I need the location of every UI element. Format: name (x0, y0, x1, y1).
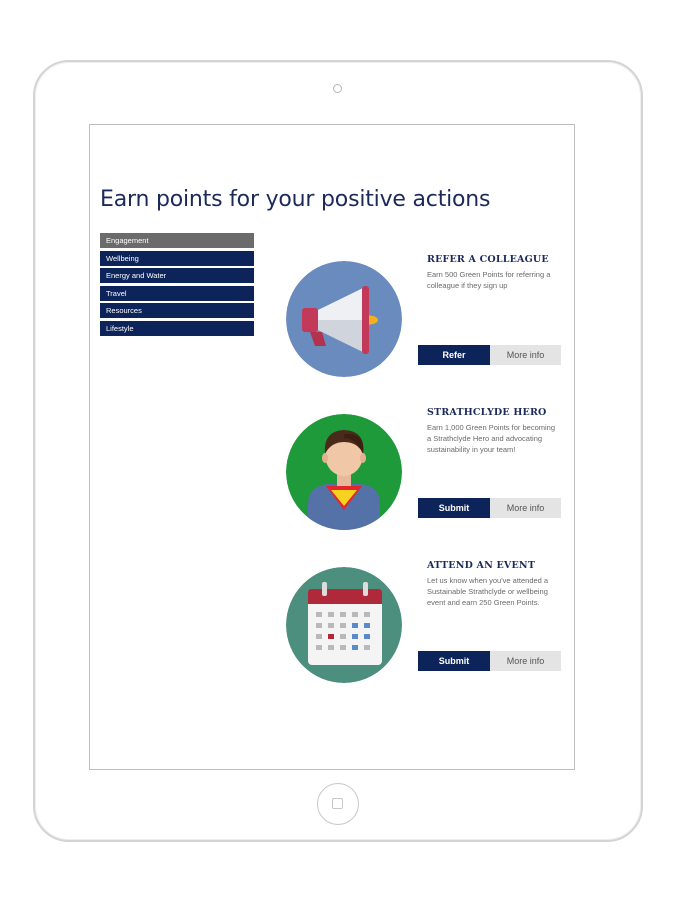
refer-button[interactable]: Refer (418, 345, 490, 365)
more-info-button[interactable]: More info (490, 498, 561, 518)
action-buttons (418, 498, 561, 518)
superhero-icon (286, 414, 402, 530)
screen (89, 124, 575, 770)
action-title: ATTEND AN EVENT (427, 560, 536, 571)
action-buttons (418, 345, 561, 365)
action-description: Let us know when you've attended a Sustainable Strathclyde or wellbeing event and earn 250 Green Points. (427, 576, 549, 607)
action-buttons (418, 651, 561, 671)
sidebar-item-lifestyle[interactable]: Lifestyle (100, 321, 254, 336)
sidebar-item-resources[interactable]: Resources (100, 303, 254, 318)
action-card-refer (286, 254, 575, 374)
action-card-hero (286, 407, 575, 527)
home-button[interactable] (317, 783, 359, 825)
sidebar-item-engagement[interactable]: Engagement (100, 233, 254, 248)
sidebar-nav (100, 233, 254, 339)
action-description: Earn 500 Green Points for referring a colleague if they sign up (427, 270, 551, 290)
page-title: Earn points for your positive actions (100, 187, 491, 212)
action-card-event (286, 560, 575, 680)
sidebar-item-energy-and-water[interactable]: Energy and Water (100, 268, 254, 283)
home-square-icon (332, 798, 343, 809)
submit-button[interactable]: Submit (418, 498, 490, 518)
calendar-icon (286, 567, 402, 683)
more-info-button[interactable]: More info (490, 345, 561, 365)
camera-icon (333, 84, 342, 93)
action-title: REFER A COLLEAGUE (427, 254, 549, 265)
sidebar-item-travel[interactable]: Travel (100, 286, 254, 301)
megaphone-icon (286, 261, 402, 377)
more-info-button[interactable]: More info (490, 651, 561, 671)
submit-button[interactable]: Submit (418, 651, 490, 671)
sidebar-item-wellbeing[interactable]: Wellbeing (100, 251, 254, 266)
action-title: STRATHCLYDE HERO (427, 407, 547, 418)
action-description: Earn 1,000 Green Points for becoming a Strathclyde Hero and advocating sustainability in your team! (427, 423, 555, 454)
